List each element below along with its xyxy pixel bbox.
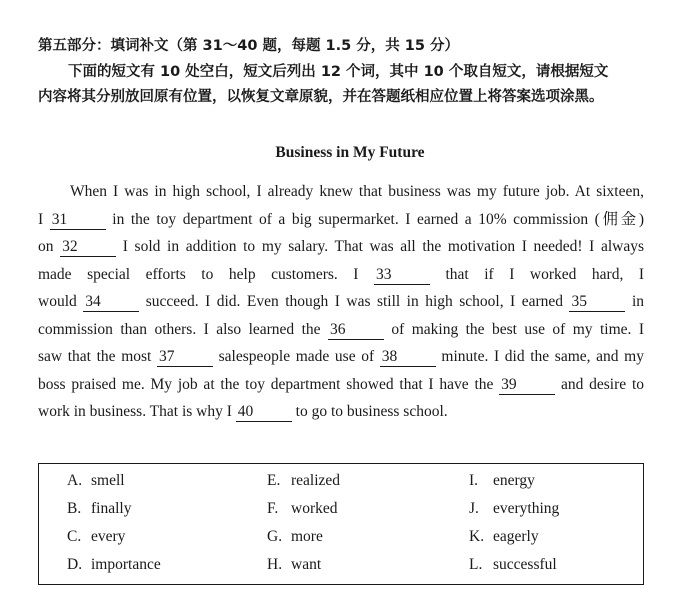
option-g: [267, 528, 323, 546]
passage-line: [38, 206, 644, 234]
option-d: [67, 556, 161, 574]
passage-line: [38, 261, 644, 289]
option-word: eagerly: [493, 528, 539, 545]
instructions: [38, 60, 658, 110]
option-letter: I.: [469, 472, 479, 489]
option-letter: K.: [469, 528, 485, 545]
option-c: [67, 528, 125, 546]
blank-34: 34: [83, 293, 139, 312]
option-letter: E.: [267, 472, 281, 489]
passage-text: saw that the most: [38, 348, 157, 365]
option-e: [267, 472, 340, 490]
option-word: worked: [291, 500, 338, 517]
passage-text: in: [625, 293, 644, 310]
option-letter: D.: [67, 556, 83, 573]
option-word: everything: [493, 500, 560, 517]
passage-line: [38, 288, 644, 316]
option-l: [469, 556, 557, 574]
option-f: [267, 500, 338, 518]
option-word: successful: [493, 556, 557, 573]
options-box: [38, 463, 644, 585]
instruction-line-2: 内容将其分别放回原有位置，以恢复文章原貌，并在答题纸相应位置上将答案选项涂黑。: [38, 89, 604, 105]
passage-text: made special efforts to help customers. I: [38, 265, 374, 283]
passage-text: boss praised me. My job at the toy department showed that I have the: [38, 375, 500, 393]
option-i: [469, 472, 535, 490]
instruction-line-1: 下面的短文有 10 处空白，短文后列出 12 个词，其中 10 个取自短文，请根据短文: [68, 64, 609, 80]
option-h: [267, 556, 321, 574]
passage-line: [38, 343, 644, 371]
passage: [38, 178, 644, 426]
passage-text: minute. I did the same, and my: [435, 348, 644, 365]
option-word: finally: [91, 500, 132, 517]
passage-text: and desire to: [555, 375, 644, 393]
passage-text: work in business. That is why I: [38, 403, 236, 420]
option-b: [67, 500, 131, 518]
option-j: [469, 500, 559, 518]
option-letter: B.: [67, 500, 82, 517]
blank-35: 35: [569, 293, 625, 312]
option-word: realized: [291, 472, 341, 489]
blank-32: 32: [60, 238, 116, 257]
passage-text: I sold in addition to my salary. That was all the motivation I needed! I always: [116, 238, 645, 255]
passage-text: When I was in high school, I already knew that business was my future job. At sixteen,: [70, 183, 644, 200]
passage-text: to go to business school.: [291, 403, 448, 420]
blank-33: 33: [374, 266, 430, 285]
passage-line: [38, 398, 644, 426]
passage-text: succeed. I did. Even though I was still in high school, I earned: [139, 293, 570, 310]
passage-text: salespeople made use of: [212, 348, 380, 365]
option-word: every: [91, 528, 126, 545]
blank-38: 38: [380, 348, 436, 367]
passage-line: [38, 233, 644, 261]
option-k: [469, 528, 539, 546]
option-letter: J.: [469, 500, 479, 517]
option-word: energy: [493, 472, 535, 489]
passage-text: would: [38, 293, 84, 310]
passage-text: of making the best use of my time. I: [383, 320, 644, 338]
option-letter: L.: [469, 556, 483, 573]
passage-text: in the toy department of a big supermarket. I earned a 10% commission (佣金): [105, 210, 644, 228]
passage-line: [38, 178, 644, 206]
blank-40: 40: [236, 403, 292, 422]
passage-title: Business in My Future: [275, 144, 425, 161]
option-letter: H.: [267, 556, 283, 573]
passage-text: commission than others. I also learned the: [38, 320, 328, 338]
blank-39: 39: [499, 376, 555, 395]
option-letter: F.: [267, 500, 279, 517]
passage-text: on: [38, 238, 61, 255]
blank-36: 36: [328, 321, 384, 340]
option-a: [67, 472, 125, 490]
passage-line: [38, 316, 644, 344]
option-word: more: [291, 528, 323, 545]
blank-37: 37: [157, 348, 213, 367]
option-word: smell: [91, 472, 125, 489]
blank-31: 31: [50, 211, 106, 230]
option-letter: G.: [267, 528, 283, 545]
option-letter: C.: [67, 528, 82, 545]
passage-text: I: [38, 210, 50, 228]
passage-line: [38, 371, 644, 399]
option-word: importance: [91, 556, 161, 573]
passage-text: that if I worked hard, I: [429, 265, 644, 283]
section-header: 第五部分：填词补文（第 31～40 题，每题 1.5 分，共 15 分）: [38, 38, 460, 54]
option-letter: A.: [67, 472, 83, 489]
option-word: want: [291, 556, 322, 573]
